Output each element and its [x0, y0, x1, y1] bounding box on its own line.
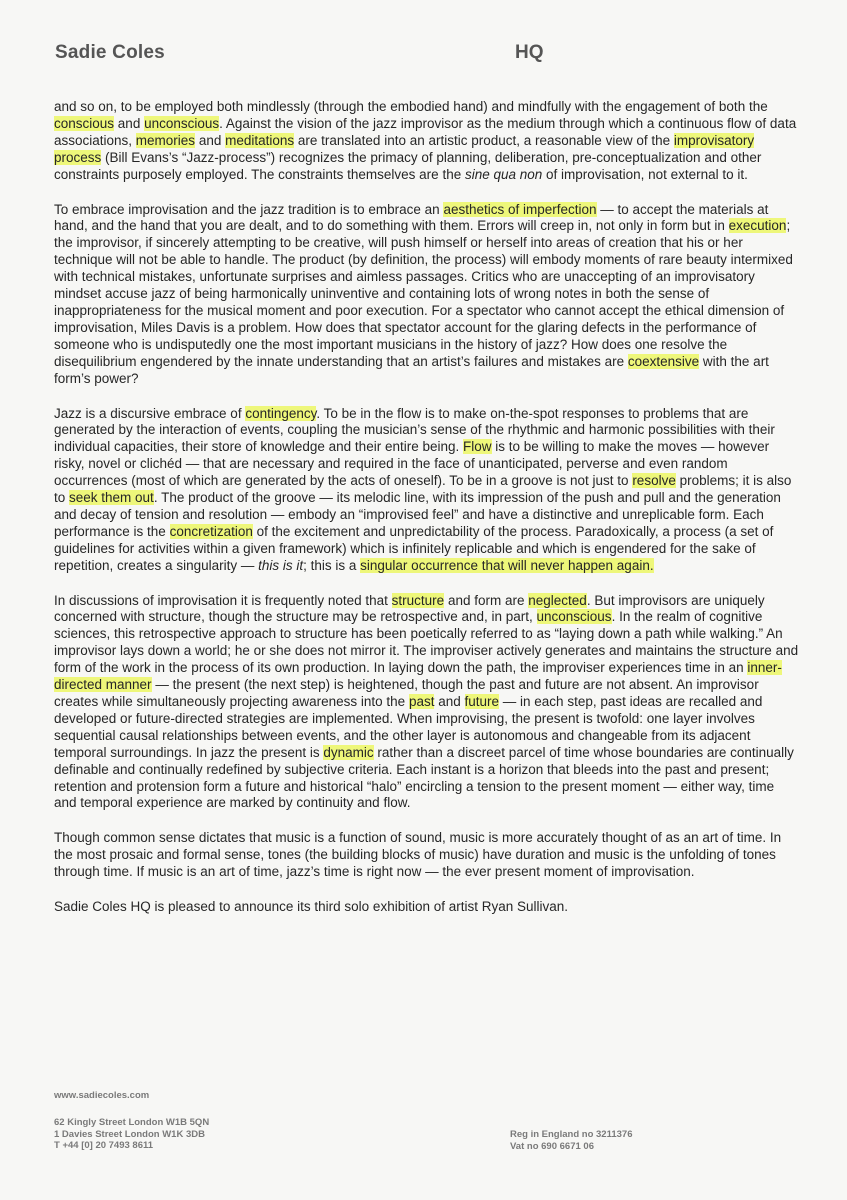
text-run: Though common sense dictates that music is a function of sound, music is more accurately thought of as an art of time. In the most prosaic and formal sense, tones (the building blocks of music) have duration and music is the unfolding of tones through time. If music is an art of time, jazz’s time is right now — the ever present moment of improvisation.	[54, 830, 782, 880]
highlighted-phrase: improvisatory process	[54, 132, 755, 165]
highlighted-phrase: dynamic	[323, 744, 374, 760]
footer-registration	[510, 1129, 632, 1152]
text-run: . But improvisors are uniquely concerned with structure, though the structure may be retrospective and, in part,	[54, 592, 765, 625]
text-run: To embrace improvisation and the jazz tradition is to embrace an	[54, 201, 444, 217]
body-paragraph	[54, 830, 799, 881]
phone-line: T +44 [0] 20 7493 8611	[54, 1140, 154, 1151]
highlighted-phrase: future	[464, 694, 500, 709]
body-paragraph	[54, 899, 799, 916]
text-run: of the excitement and unpredictability of the process. Paradoxically, a process (a set of guidelines for activities within a given framework) which is infinitely replicable and which is engendered for the sake of repetition, creates a singularity —	[54, 523, 774, 573]
text-run: and	[114, 115, 145, 131]
text-run: and form are	[444, 592, 529, 608]
text-run: (Bill Evans’s “Jazz-process”) recognizes the primacy of planning, deliberation, pre-conceptualization and other constraints purposely employed. The constraints themselves are the	[54, 149, 762, 182]
website-url[interactable]: www.sadiecoles.com	[54, 1090, 150, 1101]
highlighted-phrase: past	[408, 694, 435, 709]
highlighted-phrase: concretization	[169, 523, 253, 539]
press-release-body	[54, 99, 799, 934]
highlighted-phrase: conscious	[54, 115, 115, 131]
text-run: rather than a discreet parcel of time whose boundaries are continually definable and continually redefined by subjective criteria. Each instant is a horizon that bleeds into the past and present; retention and protension form a future and historical “halo” encircling a tension to the present moment — either way, time and temporal experience are marked by continuity and flow.	[54, 744, 794, 811]
highlighted-phrase: Flow	[463, 439, 492, 455]
text-run: ; this is a	[303, 557, 361, 573]
highlighted-phrase: resolve	[632, 473, 676, 489]
text-run: and	[434, 694, 465, 709]
text-run: and so on, to be employed both mindlessly (through the embodied hand) and mindfully with the engagement of both the	[54, 99, 768, 114]
text-run: — to accept the materials at hand, and the hand that you are dealt, and to do something with them. Errors will creep in, not only in form but in	[54, 201, 769, 234]
highlighted-phrase: structure	[391, 592, 445, 608]
text-run: ; the improvisor, if sincerely attempting to be creative, will push himself or herself into areas of creation that his or her technique will not be able to handle. The product (by definition, the process) will embody moments of rare beauty intermixed with technical mistakes, unfortunate surprises and aimless passages. Critics who are unaccepting of an improvisatory mindset accuse jazz of being harmonically uninventive and containing lots of wrong notes in both the sense of inappropriateness for the musical moment and poor execution. For a spectator who cannot accept the ethical dimension of improvisation, Miles Davis is a problem. How does that spectator account for the glaring defects in the performance of someone who is undisputedly one the most important musicians in the history of jazz? How does one resolve the disequilibrium engendered by the innate understanding that an artist’s failures and mistakes are	[54, 218, 793, 369]
highlighted-phrase: singular occurrence that will never happen again.	[360, 557, 654, 573]
text-run: . Against the vision of the jazz improvisor as the medium through which a continuous flow of data associations,	[54, 115, 797, 148]
text-run: — the present (the next step) is heightened, though the past and future are not absent. An improvisor creates while simultaneously projecting awareness into the	[54, 677, 759, 709]
text-run: of improvisation, not external to it.	[542, 166, 748, 182]
body-paragraph	[54, 406, 799, 575]
text-run: with the art form’s power?	[54, 353, 769, 386]
body-paragraph	[54, 202, 799, 388]
text-run: — in each step, past ideas are recalled and developed or future-directed strategies are implemented. When improvising, the present is twofold: one layer involves sequential causal relationships between events, and the other layer is autonomous and changeable from its adjacent temporal surroundings. In jazz the present is	[54, 694, 763, 760]
text-run: Jazz is a discursive embrace of	[54, 405, 246, 421]
text-run: In discussions of improvisation it is frequently noted that	[54, 592, 392, 608]
italic-phrase: sine qua non	[464, 166, 543, 182]
highlighted-phrase: unconscious	[536, 609, 612, 625]
highlighted-phrase: unconscious	[144, 115, 220, 131]
text-run: . In the realm of cognitive sciences, this retrospective approach to structure has been poetically referred to as “laying down a path while walking.” An improvisor lays down a world; he or she does not mirror it. The improviser actively generates and maintains the structure and form of the work in the process of its own production. In laying down the path, the improviser experiences time in an	[54, 609, 799, 676]
body-paragraph	[54, 99, 799, 184]
highlighted-phrase: seek them out	[69, 490, 154, 506]
text-run: . To be in the flow is to make on-the-spot responses to problems that are generated by the interaction of events, coupling the musician’s sense of the rhythmic and harmonic possibilities with their individual capacities, their store of knowledge and their entire being.	[54, 405, 775, 455]
text-run: problems; it is also to	[54, 473, 792, 506]
highlighted-phrase: coextensive	[627, 353, 700, 369]
highlighted-phrase: neglected	[528, 592, 587, 608]
highlighted-phrase: contingency	[245, 405, 317, 421]
brand-name: Sadie Coles	[55, 42, 165, 63]
highlighted-phrase: aesthetics of imperfection	[443, 201, 597, 217]
text-run: is to be willing to make the moves — however risky, novel or clichéd — that are necessary and required in the face of unanticipated, perverse and even random occurrences (most of which are generated by the acts of oneself). To be in a groove is not just to	[54, 439, 770, 489]
address-line: 1 Davies Street London W1K 3DB	[54, 1128, 205, 1140]
footer-address	[54, 1117, 209, 1152]
highlighted-phrase: execution	[728, 218, 787, 234]
text-run: Sadie Coles HQ is pleased to announce its third solo exhibition of artist Ryan Sullivan.	[54, 899, 569, 915]
brand-hq: HQ	[515, 42, 544, 63]
italic-phrase: this is it	[258, 557, 304, 573]
registration-line: Reg in England no 3211376	[510, 1129, 633, 1140]
highlighted-phrase: meditations	[225, 132, 295, 148]
text-run: and	[195, 132, 226, 148]
address-line: 62 Kingly Street London W1B 5QN	[54, 1117, 210, 1128]
text-run: . The product of the groove — its melodic line, with its impression of the push and pull and the generation and decay of tension and resolution — embody an “improvised feel” and have a distinctive and unreplicable form. Each performance is the	[54, 490, 781, 539]
body-paragraph	[54, 593, 799, 813]
highlighted-phrase: memories	[135, 132, 196, 148]
vat-line: Vat no 690 6671 06	[510, 1140, 594, 1152]
highlighted-phrase: inner-directed manner	[54, 660, 782, 693]
text-run: are translated into an artistic product, a reasonable view of the	[294, 132, 674, 148]
